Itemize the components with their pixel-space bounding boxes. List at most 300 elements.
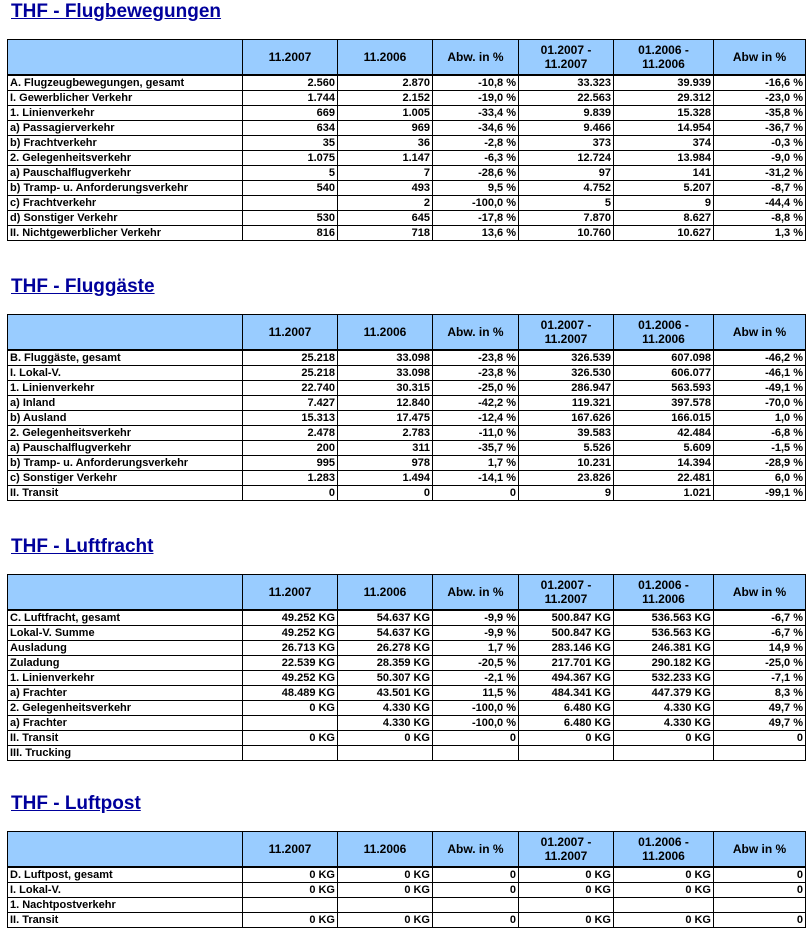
value-cell: -46,1 % <box>714 366 806 381</box>
row-label: 1. Nachtpostverkehr <box>8 898 243 913</box>
table-row <box>8 121 806 136</box>
value-cell: 0 KG <box>243 867 338 883</box>
row-label: a) Inland <box>8 396 243 411</box>
column-header: Abw in % <box>714 832 806 868</box>
row-label: I. Lokal-V. <box>8 366 243 381</box>
value-cell <box>243 196 338 211</box>
table-row <box>8 913 806 928</box>
value-cell: 22.740 <box>243 381 338 396</box>
value-cell: -12,4 % <box>433 411 519 426</box>
value-cell: -99,1 % <box>714 486 806 501</box>
value-cell: 0 <box>714 867 806 883</box>
value-cell: 606.077 <box>614 366 714 381</box>
column-header: Abw in % <box>714 315 806 351</box>
column-header: Abw in % <box>714 40 806 76</box>
value-cell: 0 <box>714 883 806 898</box>
value-cell: 14.954 <box>614 121 714 136</box>
column-header: 11.2007 <box>243 832 338 868</box>
value-cell: 494.367 KG <box>519 671 614 686</box>
table-row <box>8 181 806 196</box>
value-cell: 0 KG <box>243 701 338 716</box>
value-cell: 9,5 % <box>433 181 519 196</box>
value-cell: -100,0 % <box>433 701 519 716</box>
table-row <box>8 671 806 686</box>
value-cell: 9.466 <box>519 121 614 136</box>
value-cell: 4.330 KG <box>614 701 714 716</box>
value-cell: -19,0 % <box>433 91 519 106</box>
row-label: Lokal-V. Summe <box>8 626 243 641</box>
value-cell: 39.583 <box>519 426 614 441</box>
value-cell: -33,4 % <box>433 106 519 121</box>
column-header-line: 11.2007 <box>544 849 588 863</box>
value-cell: 0 KG <box>614 867 714 883</box>
value-cell: 374 <box>614 136 714 151</box>
value-cell: 1,7 % <box>433 641 519 656</box>
value-cell: -46,2 % <box>714 350 806 366</box>
row-label: II. Transit <box>8 913 243 928</box>
table-row <box>8 366 806 381</box>
value-cell: -100,0 % <box>433 196 519 211</box>
value-cell: 5.207 <box>614 181 714 196</box>
section-title-luftfracht: THF - Luftfracht <box>11 536 154 557</box>
table-luftpost <box>7 831 806 928</box>
column-header: 11.2007 <box>243 40 338 76</box>
value-cell: 49,7 % <box>714 701 806 716</box>
row-label: B. Fluggäste, gesamt <box>8 350 243 366</box>
header-blank-cell <box>8 40 243 76</box>
value-cell: 0 <box>714 913 806 928</box>
value-cell <box>714 898 806 913</box>
value-cell: -23,8 % <box>433 366 519 381</box>
value-cell: 816 <box>243 226 338 241</box>
value-cell: -9,9 % <box>433 626 519 641</box>
value-cell: 30.315 <box>338 381 433 396</box>
value-cell: 0 KG <box>243 913 338 928</box>
value-cell: 0 KG <box>243 731 338 746</box>
column-header: 11.2006 <box>338 575 433 611</box>
value-cell: 536.563 KG <box>614 626 714 641</box>
value-cell: 8.627 <box>614 211 714 226</box>
row-label: 2. Gelegenheitsverkehr <box>8 151 243 166</box>
value-cell: 326.530 <box>519 366 614 381</box>
column-header-line: 01.2006 - <box>638 318 689 332</box>
value-cell: 1,3 % <box>714 226 806 241</box>
table-row <box>8 641 806 656</box>
value-cell: 1.283 <box>243 471 338 486</box>
value-cell: -34,6 % <box>433 121 519 136</box>
row-label: a) Pauschalflugverkehr <box>8 166 243 181</box>
row-label: a) Frachter <box>8 686 243 701</box>
value-cell: 536.563 KG <box>614 610 714 626</box>
value-cell: 10.231 <box>519 456 614 471</box>
value-cell <box>338 898 433 913</box>
value-cell: 4.330 KG <box>338 716 433 731</box>
value-cell: -16,6 % <box>714 75 806 91</box>
value-cell: 14.394 <box>614 456 714 471</box>
column-header: 11.2006 <box>338 832 433 868</box>
column-header: 11.2006 <box>338 40 433 76</box>
row-label: C. Luftfracht, gesamt <box>8 610 243 626</box>
value-cell: 311 <box>338 441 433 456</box>
value-cell: 995 <box>243 456 338 471</box>
value-cell: 25.218 <box>243 350 338 366</box>
column-header <box>519 40 614 76</box>
row-label: c) Sonstiger Verkehr <box>8 471 243 486</box>
value-cell: 13.984 <box>614 151 714 166</box>
column-header <box>614 832 714 868</box>
row-label: A. Flugzeugbewegungen, gesamt <box>8 75 243 91</box>
value-cell: 119.321 <box>519 396 614 411</box>
row-label: b) Tramp- u. Anforderungsverkehr <box>8 456 243 471</box>
value-cell: 2.152 <box>338 91 433 106</box>
value-cell: -23,8 % <box>433 350 519 366</box>
row-label: D. Luftpost, gesamt <box>8 867 243 883</box>
value-cell: 54.637 KG <box>338 626 433 641</box>
row-label: a) Passagierverkehr <box>8 121 243 136</box>
table-row <box>8 686 806 701</box>
table-row <box>8 426 806 441</box>
value-cell: 15.328 <box>614 106 714 121</box>
row-label: 1. Linienverkehr <box>8 671 243 686</box>
table-row <box>8 91 806 106</box>
value-cell: -42,2 % <box>433 396 519 411</box>
value-cell <box>338 746 433 761</box>
value-cell: -20,5 % <box>433 656 519 671</box>
value-cell: 1.005 <box>338 106 433 121</box>
value-cell: 645 <box>338 211 433 226</box>
value-cell: 17.475 <box>338 411 433 426</box>
table-row <box>8 75 806 91</box>
value-cell: 0 KG <box>338 883 433 898</box>
header-row <box>8 832 806 868</box>
value-cell <box>519 746 614 761</box>
table-flugbewegungen <box>7 39 806 241</box>
value-cell: 5 <box>243 166 338 181</box>
row-label: 2. Gelegenheitsverkehr <box>8 701 243 716</box>
column-header <box>519 315 614 351</box>
value-cell: -7,1 % <box>714 671 806 686</box>
value-cell: 969 <box>338 121 433 136</box>
value-cell: 33.323 <box>519 75 614 91</box>
value-cell: 28.359 KG <box>338 656 433 671</box>
value-cell <box>519 898 614 913</box>
value-cell: -6,8 % <box>714 426 806 441</box>
value-cell: 200 <box>243 441 338 456</box>
value-cell: 4.752 <box>519 181 614 196</box>
table-row <box>8 656 806 671</box>
value-cell: 0 KG <box>519 731 614 746</box>
row-label: 2. Gelegenheitsverkehr <box>8 426 243 441</box>
value-cell: 0 <box>433 867 519 883</box>
value-cell: 14,9 % <box>714 641 806 656</box>
row-label: b) Ausland <box>8 411 243 426</box>
value-cell: 12.724 <box>519 151 614 166</box>
value-cell <box>243 898 338 913</box>
value-cell: 22.563 <box>519 91 614 106</box>
value-cell: -25,0 % <box>433 381 519 396</box>
value-cell: 1,7 % <box>433 456 519 471</box>
value-cell: 0 KG <box>614 883 714 898</box>
value-cell: 217.701 KG <box>519 656 614 671</box>
value-cell: 532.233 KG <box>614 671 714 686</box>
section-title-luftpost: THF - Luftpost <box>11 793 141 814</box>
value-cell: 0 <box>243 486 338 501</box>
value-cell: 49.252 KG <box>243 671 338 686</box>
value-cell <box>714 746 806 761</box>
value-cell: 4.330 KG <box>338 701 433 716</box>
value-cell: 43.501 KG <box>338 686 433 701</box>
value-cell: -9,0 % <box>714 151 806 166</box>
value-cell: 0 KG <box>338 731 433 746</box>
value-cell: 500.847 KG <box>519 610 614 626</box>
value-cell: -6,3 % <box>433 151 519 166</box>
table-row <box>8 441 806 456</box>
value-cell: -25,0 % <box>714 656 806 671</box>
column-header-line: 01.2007 - <box>540 318 592 332</box>
section-title-fluggaeste: THF - Fluggäste <box>11 276 155 297</box>
value-cell: 0 KG <box>519 883 614 898</box>
value-cell: 246.381 KG <box>614 641 714 656</box>
value-cell: 35 <box>243 136 338 151</box>
column-header-line: 01.2007 - <box>540 835 592 849</box>
column-header-line: 11.2006 <box>642 332 685 346</box>
table-row <box>8 746 806 761</box>
table-row <box>8 166 806 181</box>
value-cell: 1,0 % <box>714 411 806 426</box>
value-cell: -35,8 % <box>714 106 806 121</box>
column-header: Abw. in % <box>433 40 519 76</box>
value-cell: -0,3 % <box>714 136 806 151</box>
value-cell: 5.609 <box>614 441 714 456</box>
table-row <box>8 106 806 121</box>
row-label: I. Lokal-V. <box>8 883 243 898</box>
value-cell: 15.313 <box>243 411 338 426</box>
column-header: Abw. in % <box>433 575 519 611</box>
header-row <box>8 575 806 611</box>
row-label: 1. Linienverkehr <box>8 381 243 396</box>
value-cell: 6,0 % <box>714 471 806 486</box>
value-cell: 447.379 KG <box>614 686 714 701</box>
value-cell: -6,7 % <box>714 610 806 626</box>
value-cell: -35,7 % <box>433 441 519 456</box>
value-cell: -36,7 % <box>714 121 806 136</box>
value-cell: 7.427 <box>243 396 338 411</box>
value-cell: 0 <box>433 731 519 746</box>
value-cell: 0 KG <box>519 867 614 883</box>
row-label: II. Transit <box>8 486 243 501</box>
table-fluggaeste <box>7 314 806 501</box>
value-cell: 0 KG <box>338 867 433 883</box>
value-cell: 49,7 % <box>714 716 806 731</box>
value-cell: 0 <box>433 883 519 898</box>
column-header-line: 01.2006 - <box>638 835 689 849</box>
value-cell: 634 <box>243 121 338 136</box>
value-cell: 50.307 KG <box>338 671 433 686</box>
value-cell <box>433 898 519 913</box>
value-cell: 167.626 <box>519 411 614 426</box>
column-header <box>614 575 714 611</box>
value-cell: 36 <box>338 136 433 151</box>
header-blank-cell <box>8 315 243 351</box>
row-label: c) Frachtverkehr <box>8 196 243 211</box>
value-cell: 48.489 KG <box>243 686 338 701</box>
value-cell: 283.146 KG <box>519 641 614 656</box>
value-cell: 166.015 <box>614 411 714 426</box>
value-cell: 4.330 KG <box>614 716 714 731</box>
value-cell: 7.870 <box>519 211 614 226</box>
value-cell: 6.480 KG <box>519 701 614 716</box>
table-row <box>8 471 806 486</box>
column-header: 11.2007 <box>243 315 338 351</box>
table-row <box>8 883 806 898</box>
value-cell <box>614 746 714 761</box>
section-title-flugbewegungen: THF - Flugbewegungen <box>11 1 222 22</box>
value-cell: 13,6 % <box>433 226 519 241</box>
value-cell: 290.182 KG <box>614 656 714 671</box>
value-cell: 669 <box>243 106 338 121</box>
value-cell: -28,6 % <box>433 166 519 181</box>
value-cell: 2 <box>338 196 433 211</box>
value-cell: 500.847 KG <box>519 626 614 641</box>
table-luftfracht <box>7 574 806 761</box>
column-header-line: 11.2007 <box>544 57 588 71</box>
value-cell: -31,2 % <box>714 166 806 181</box>
value-cell: 9 <box>519 486 614 501</box>
value-cell: 54.637 KG <box>338 610 433 626</box>
value-cell: 0 <box>338 486 433 501</box>
value-cell: 530 <box>243 211 338 226</box>
value-cell: 1.147 <box>338 151 433 166</box>
value-cell: 42.484 <box>614 426 714 441</box>
table-row <box>8 701 806 716</box>
value-cell: 2.560 <box>243 75 338 91</box>
value-cell: 6.480 KG <box>519 716 614 731</box>
table-row <box>8 456 806 471</box>
value-cell: 26.713 KG <box>243 641 338 656</box>
table-row <box>8 486 806 501</box>
value-cell: 9 <box>614 196 714 211</box>
value-cell: 2.870 <box>338 75 433 91</box>
value-cell: -8,8 % <box>714 211 806 226</box>
table-row <box>8 396 806 411</box>
value-cell: 39.939 <box>614 75 714 91</box>
value-cell: 0 <box>714 731 806 746</box>
value-cell: 33.098 <box>338 350 433 366</box>
table-row <box>8 610 806 626</box>
value-cell: 286.947 <box>519 381 614 396</box>
value-cell: -1,5 % <box>714 441 806 456</box>
column-header-line: 11.2006 <box>642 592 685 606</box>
value-cell: 49.252 KG <box>243 626 338 641</box>
value-cell: 25.218 <box>243 366 338 381</box>
table-row <box>8 151 806 166</box>
column-header-line: 11.2007 <box>544 332 588 346</box>
value-cell: -49,1 % <box>714 381 806 396</box>
value-cell: 23.826 <box>519 471 614 486</box>
table-row <box>8 196 806 211</box>
row-label: a) Pauschalflugverkehr <box>8 441 243 456</box>
column-header: 11.2006 <box>338 315 433 351</box>
value-cell: 493 <box>338 181 433 196</box>
row-label: b) Tramp- u. Anforderungsverkehr <box>8 181 243 196</box>
column-header: Abw in % <box>714 575 806 611</box>
value-cell: 7 <box>338 166 433 181</box>
value-cell: 0 KG <box>519 913 614 928</box>
value-cell <box>243 716 338 731</box>
value-cell: -2,8 % <box>433 136 519 151</box>
value-cell: 563.593 <box>614 381 714 396</box>
row-label: II. Nichtgewerblicher Verkehr <box>8 226 243 241</box>
value-cell <box>433 746 519 761</box>
value-cell: 0 KG <box>243 883 338 898</box>
table-row <box>8 731 806 746</box>
value-cell: 2.478 <box>243 426 338 441</box>
table-row <box>8 350 806 366</box>
column-header <box>614 40 714 76</box>
row-label: b) Frachtverkehr <box>8 136 243 151</box>
value-cell: 540 <box>243 181 338 196</box>
value-cell: 1.494 <box>338 471 433 486</box>
value-cell: 0 <box>433 913 519 928</box>
value-cell: 97 <box>519 166 614 181</box>
value-cell: 11,5 % <box>433 686 519 701</box>
table-row <box>8 411 806 426</box>
table-row <box>8 136 806 151</box>
value-cell: 2.783 <box>338 426 433 441</box>
row-label: II. Transit <box>8 731 243 746</box>
column-header-line: 11.2006 <box>642 57 685 71</box>
table-row <box>8 226 806 241</box>
row-label: d) Sonstiger Verkehr <box>8 211 243 226</box>
header-row <box>8 315 806 351</box>
value-cell: 22.481 <box>614 471 714 486</box>
column-header-line: 01.2006 - <box>638 578 689 592</box>
row-label: Ausladung <box>8 641 243 656</box>
value-cell <box>243 746 338 761</box>
value-cell: 1.075 <box>243 151 338 166</box>
value-cell: -14,1 % <box>433 471 519 486</box>
value-cell: 373 <box>519 136 614 151</box>
value-cell: 141 <box>614 166 714 181</box>
column-header-line: 01.2007 - <box>540 43 592 57</box>
column-header-line: 11.2006 <box>642 849 685 863</box>
value-cell: 5 <box>519 196 614 211</box>
value-cell: 978 <box>338 456 433 471</box>
value-cell: -6,7 % <box>714 626 806 641</box>
value-cell: -100,0 % <box>433 716 519 731</box>
column-header: Abw. in % <box>433 315 519 351</box>
value-cell: 607.098 <box>614 350 714 366</box>
value-cell: -44,4 % <box>714 196 806 211</box>
value-cell: 0 <box>433 486 519 501</box>
value-cell: 10.627 <box>614 226 714 241</box>
value-cell: 397.578 <box>614 396 714 411</box>
value-cell: -10,8 % <box>433 75 519 91</box>
value-cell: 33.098 <box>338 366 433 381</box>
table-row <box>8 211 806 226</box>
value-cell: 0 KG <box>614 731 714 746</box>
column-header: 11.2007 <box>243 575 338 611</box>
value-cell: 718 <box>338 226 433 241</box>
value-cell: 0 KG <box>338 913 433 928</box>
row-label: Zuladung <box>8 656 243 671</box>
value-cell: 49.252 KG <box>243 610 338 626</box>
table-row <box>8 626 806 641</box>
value-cell: 484.341 KG <box>519 686 614 701</box>
value-cell: 1.744 <box>243 91 338 106</box>
column-header: Abw. in % <box>433 832 519 868</box>
column-header <box>519 575 614 611</box>
